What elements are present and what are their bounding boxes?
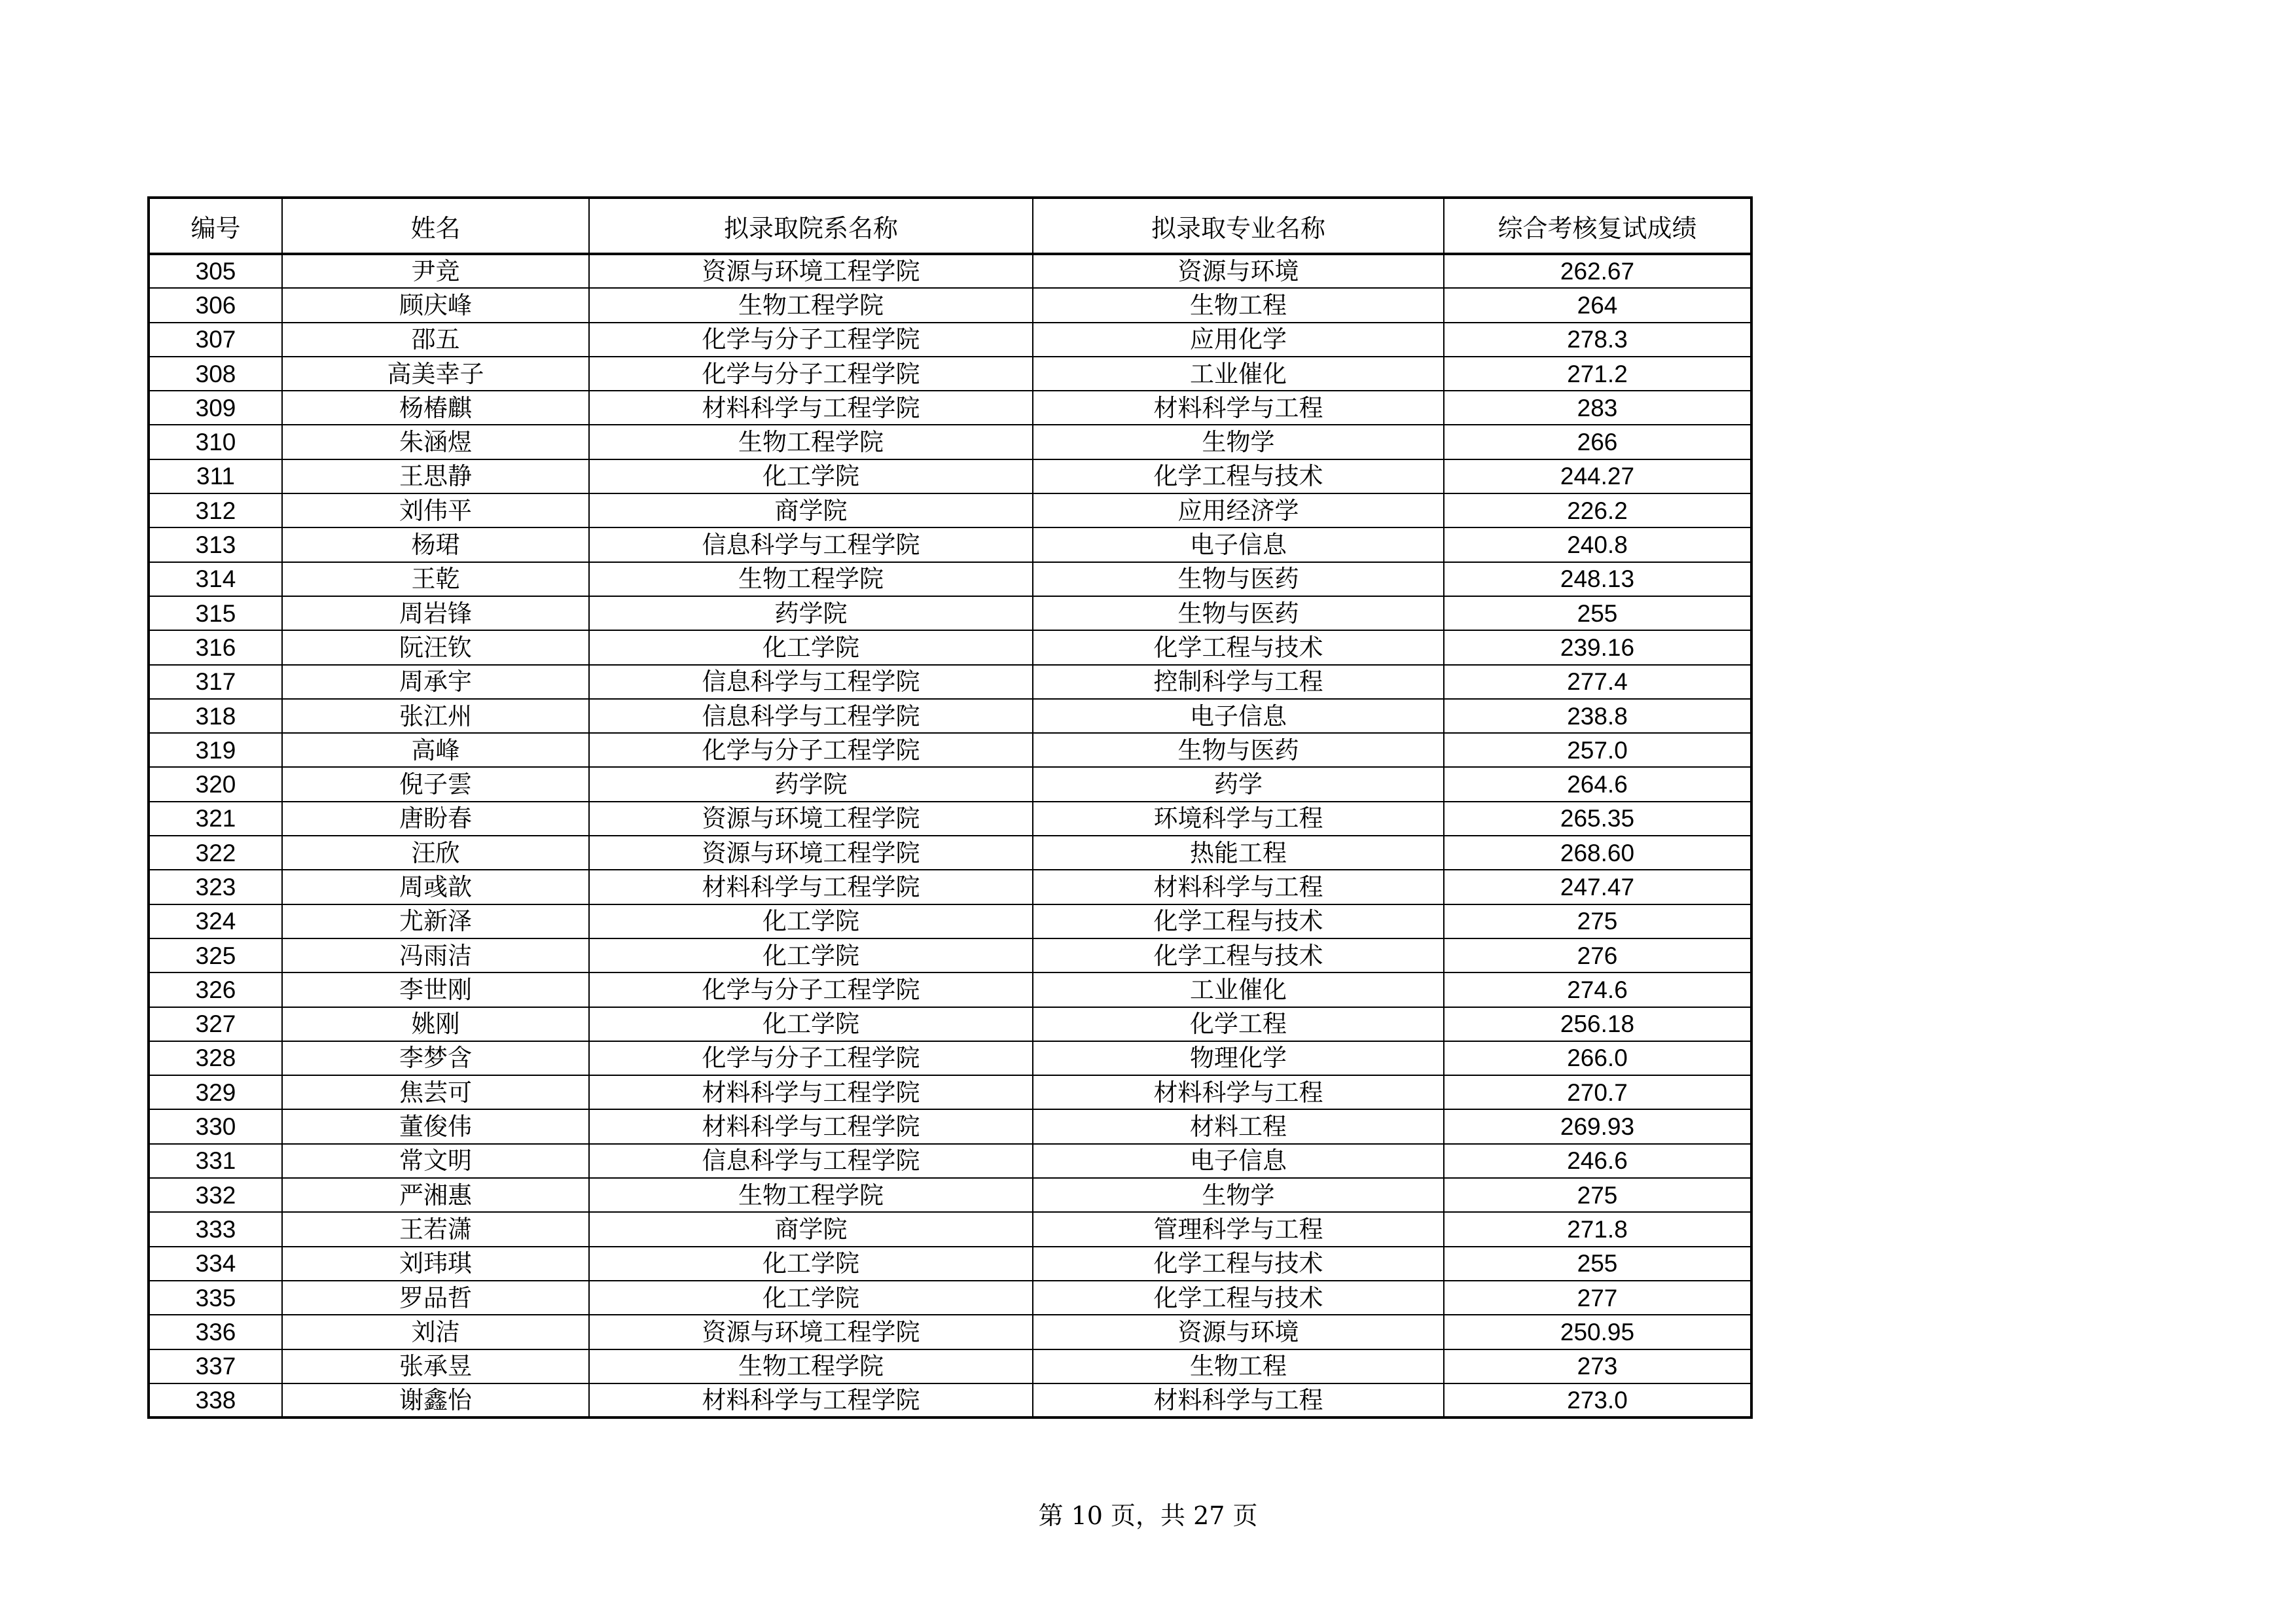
table-row (149, 767, 1751, 801)
table-row (149, 357, 1751, 391)
cell-id: 312 (149, 493, 282, 527)
cell-department: 化工学院 (589, 459, 1033, 493)
cell-name: 常文明 (282, 1144, 589, 1178)
table-row (149, 254, 1751, 288)
cell-score: 269.93 (1444, 1109, 1751, 1143)
cell-name: 张江州 (282, 699, 589, 733)
cell-name: 王乾 (282, 562, 589, 596)
cell-score: 244.27 (1444, 459, 1751, 493)
cell-id: 314 (149, 562, 282, 596)
cell-id: 310 (149, 425, 282, 459)
cell-score: 226.2 (1444, 493, 1751, 527)
table-row (149, 323, 1751, 357)
table-row (149, 802, 1751, 836)
cell-department: 化工学院 (589, 904, 1033, 938)
cell-major: 化学工程与技术 (1033, 459, 1444, 493)
cell-score: 278.3 (1444, 323, 1751, 357)
cell-major: 材料科学与工程 (1033, 391, 1444, 425)
admission-table (147, 196, 1753, 1419)
header-score: 综合考核复试成绩 (1444, 198, 1751, 254)
cell-id: 327 (149, 1007, 282, 1041)
cell-major: 生物与医药 (1033, 733, 1444, 767)
cell-department: 化学与分子工程学院 (589, 1041, 1033, 1075)
cell-name: 周彧歆 (282, 870, 589, 904)
cell-score: 275 (1444, 1178, 1751, 1212)
cell-score: 277 (1444, 1281, 1751, 1315)
cell-name: 周承宇 (282, 665, 589, 699)
table-row (149, 1349, 1751, 1383)
cell-department: 资源与环境工程学院 (589, 254, 1033, 288)
cell-department: 信息科学与工程学院 (589, 665, 1033, 699)
cell-id: 309 (149, 391, 282, 425)
cell-name: 王思静 (282, 459, 589, 493)
cell-score: 273.0 (1444, 1383, 1751, 1418)
table-row (149, 904, 1751, 938)
cell-department: 材料科学与工程学院 (589, 1383, 1033, 1418)
cell-id: 319 (149, 733, 282, 767)
cell-id: 335 (149, 1281, 282, 1315)
cell-score: 277.4 (1444, 665, 1751, 699)
cell-id: 316 (149, 630, 282, 664)
cell-major: 材料科学与工程 (1033, 870, 1444, 904)
table-row (149, 1281, 1751, 1315)
table-row (149, 1315, 1751, 1349)
cell-major: 材料工程 (1033, 1109, 1444, 1143)
cell-major: 生物与医药 (1033, 596, 1444, 630)
cell-id: 330 (149, 1109, 282, 1143)
table-row (149, 665, 1751, 699)
cell-department: 化学与分子工程学院 (589, 733, 1033, 767)
cell-department: 资源与环境工程学院 (589, 836, 1033, 870)
cell-name: 刘伟平 (282, 493, 589, 527)
cell-department: 化学与分子工程学院 (589, 972, 1033, 1007)
cell-department: 化工学院 (589, 938, 1033, 972)
cell-major: 化学工程与技术 (1033, 630, 1444, 664)
cell-department: 化工学院 (589, 630, 1033, 664)
cell-id: 333 (149, 1212, 282, 1246)
cell-score: 250.95 (1444, 1315, 1751, 1349)
cell-id: 338 (149, 1383, 282, 1418)
cell-major: 化学工程 (1033, 1007, 1444, 1041)
cell-department: 商学院 (589, 493, 1033, 527)
table-row (149, 391, 1751, 425)
cell-score: 257.0 (1444, 733, 1751, 767)
cell-department: 化学与分子工程学院 (589, 357, 1033, 391)
cell-name: 高美幸子 (282, 357, 589, 391)
cell-name: 顾庆峰 (282, 288, 589, 322)
table-row (149, 938, 1751, 972)
table-row (149, 1247, 1751, 1281)
cell-major: 生物学 (1033, 1178, 1444, 1212)
cell-major: 化学工程与技术 (1033, 1247, 1444, 1281)
table-row (149, 733, 1751, 767)
table-header-row (149, 198, 1751, 254)
cell-name: 李世刚 (282, 972, 589, 1007)
cell-id: 329 (149, 1075, 282, 1109)
cell-id: 326 (149, 972, 282, 1007)
table-row (149, 699, 1751, 733)
cell-name: 刘洁 (282, 1315, 589, 1349)
cell-department: 化工学院 (589, 1281, 1033, 1315)
cell-name: 周岩锋 (282, 596, 589, 630)
cell-name: 尹竞 (282, 254, 589, 288)
table-row (149, 972, 1751, 1007)
header-major: 拟录取专业名称 (1033, 198, 1444, 254)
cell-score: 275 (1444, 904, 1751, 938)
cell-score: 238.8 (1444, 699, 1751, 733)
table-row (149, 1041, 1751, 1075)
cell-id: 308 (149, 357, 282, 391)
cell-id: 332 (149, 1178, 282, 1212)
table-row (149, 630, 1751, 664)
cell-name: 李梦含 (282, 1041, 589, 1075)
cell-department: 生物工程学院 (589, 562, 1033, 596)
cell-major: 电子信息 (1033, 699, 1444, 733)
cell-department: 化工学院 (589, 1247, 1033, 1281)
cell-score: 246.6 (1444, 1144, 1751, 1178)
table-row (149, 1383, 1751, 1418)
cell-department: 药学院 (589, 767, 1033, 801)
cell-id: 331 (149, 1144, 282, 1178)
cell-id: 334 (149, 1247, 282, 1281)
cell-major: 工业催化 (1033, 972, 1444, 1007)
cell-score: 264 (1444, 288, 1751, 322)
cell-department: 生物工程学院 (589, 425, 1033, 459)
cell-score: 265.35 (1444, 802, 1751, 836)
cell-major: 控制科学与工程 (1033, 665, 1444, 699)
cell-score: 255 (1444, 596, 1751, 630)
cell-department: 化学与分子工程学院 (589, 323, 1033, 357)
cell-id: 305 (149, 254, 282, 288)
cell-name: 尤新泽 (282, 904, 589, 938)
cell-major: 应用经济学 (1033, 493, 1444, 527)
cell-score: 239.16 (1444, 630, 1751, 664)
cell-score: 262.67 (1444, 254, 1751, 288)
cell-id: 311 (149, 459, 282, 493)
cell-name: 冯雨洁 (282, 938, 589, 972)
cell-name: 高峰 (282, 733, 589, 767)
cell-major: 电子信息 (1033, 527, 1444, 562)
cell-name: 唐盼春 (282, 802, 589, 836)
cell-id: 325 (149, 938, 282, 972)
table-row (149, 425, 1751, 459)
cell-major: 环境科学与工程 (1033, 802, 1444, 836)
cell-department: 信息科学与工程学院 (589, 699, 1033, 733)
table-row (149, 1075, 1751, 1109)
cell-name: 董俊伟 (282, 1109, 589, 1143)
table-row (149, 836, 1751, 870)
cell-department: 材料科学与工程学院 (589, 870, 1033, 904)
cell-major: 化学工程与技术 (1033, 1281, 1444, 1315)
cell-department: 商学院 (589, 1212, 1033, 1246)
header-id: 编号 (149, 198, 282, 254)
table-row (149, 596, 1751, 630)
cell-department: 生物工程学院 (589, 288, 1033, 322)
cell-name: 张承昱 (282, 1349, 589, 1383)
page-number: 第 10 页，共 27 页 (1038, 1501, 1258, 1530)
cell-score: 240.8 (1444, 527, 1751, 562)
cell-score: 255 (1444, 1247, 1751, 1281)
table-row (149, 1144, 1751, 1178)
cell-score: 266 (1444, 425, 1751, 459)
cell-id: 307 (149, 323, 282, 357)
cell-name: 汪欣 (282, 836, 589, 870)
cell-major: 资源与环境 (1033, 254, 1444, 288)
cell-major: 热能工程 (1033, 836, 1444, 870)
cell-name: 朱涵煜 (282, 425, 589, 459)
cell-name: 王若潇 (282, 1212, 589, 1246)
cell-id: 324 (149, 904, 282, 938)
cell-id: 328 (149, 1041, 282, 1075)
cell-score: 256.18 (1444, 1007, 1751, 1041)
cell-id: 321 (149, 802, 282, 836)
cell-major: 生物学 (1033, 425, 1444, 459)
cell-name: 倪子雲 (282, 767, 589, 801)
cell-major: 化学工程与技术 (1033, 904, 1444, 938)
cell-department: 资源与环境工程学院 (589, 1315, 1033, 1349)
cell-score: 274.6 (1444, 972, 1751, 1007)
table-row (149, 288, 1751, 322)
cell-major: 生物工程 (1033, 1349, 1444, 1383)
cell-department: 生物工程学院 (589, 1349, 1033, 1383)
cell-major: 材料科学与工程 (1033, 1075, 1444, 1109)
cell-major: 管理科学与工程 (1033, 1212, 1444, 1246)
header-department: 拟录取院系名称 (589, 198, 1033, 254)
cell-id: 306 (149, 288, 282, 322)
cell-score: 266.0 (1444, 1041, 1751, 1075)
cell-department: 材料科学与工程学院 (589, 1075, 1033, 1109)
cell-score: 247.47 (1444, 870, 1751, 904)
cell-score: 276 (1444, 938, 1751, 972)
cell-department: 生物工程学院 (589, 1178, 1033, 1212)
cell-id: 323 (149, 870, 282, 904)
table-row (149, 493, 1751, 527)
cell-name: 阮汪钦 (282, 630, 589, 664)
cell-major: 电子信息 (1033, 1144, 1444, 1178)
table-row (149, 870, 1751, 904)
cell-name: 严湘惠 (282, 1178, 589, 1212)
cell-name: 姚刚 (282, 1007, 589, 1041)
cell-name: 刘玮琪 (282, 1247, 589, 1281)
cell-id: 336 (149, 1315, 282, 1349)
cell-id: 315 (149, 596, 282, 630)
cell-id: 317 (149, 665, 282, 699)
cell-id: 322 (149, 836, 282, 870)
cell-department: 资源与环境工程学院 (589, 802, 1033, 836)
table-row (149, 1212, 1751, 1246)
cell-score: 248.13 (1444, 562, 1751, 596)
cell-id: 318 (149, 699, 282, 733)
table-row (149, 527, 1751, 562)
cell-major: 材料科学与工程 (1033, 1383, 1444, 1418)
cell-name: 邵五 (282, 323, 589, 357)
cell-name: 杨珺 (282, 527, 589, 562)
table-row (149, 562, 1751, 596)
table-body (149, 254, 1751, 1418)
cell-id: 337 (149, 1349, 282, 1383)
table-row (149, 1178, 1751, 1212)
cell-major: 物理化学 (1033, 1041, 1444, 1075)
cell-score: 271.8 (1444, 1212, 1751, 1246)
table-row (149, 459, 1751, 493)
cell-score: 283 (1444, 391, 1751, 425)
cell-name: 罗品哲 (282, 1281, 589, 1315)
table-row (149, 1109, 1751, 1143)
cell-name: 杨椿麒 (282, 391, 589, 425)
cell-score: 264.6 (1444, 767, 1751, 801)
cell-department: 化工学院 (589, 1007, 1033, 1041)
cell-name: 焦芸可 (282, 1075, 589, 1109)
cell-score: 271.2 (1444, 357, 1751, 391)
cell-department: 材料科学与工程学院 (589, 1109, 1033, 1143)
cell-major: 药学 (1033, 767, 1444, 801)
cell-id: 313 (149, 527, 282, 562)
header-name: 姓名 (282, 198, 589, 254)
cell-name: 谢鑫怡 (282, 1383, 589, 1418)
table-row (149, 1007, 1751, 1041)
cell-score: 270.7 (1444, 1075, 1751, 1109)
cell-score: 268.60 (1444, 836, 1751, 870)
cell-department: 信息科学与工程学院 (589, 1144, 1033, 1178)
cell-major: 工业催化 (1033, 357, 1444, 391)
cell-id: 320 (149, 767, 282, 801)
cell-score: 273 (1444, 1349, 1751, 1383)
cell-department: 信息科学与工程学院 (589, 527, 1033, 562)
cell-department: 材料科学与工程学院 (589, 391, 1033, 425)
cell-major: 生物工程 (1033, 288, 1444, 322)
cell-major: 应用化学 (1033, 323, 1444, 357)
cell-major: 资源与环境 (1033, 1315, 1444, 1349)
cell-department: 药学院 (589, 596, 1033, 630)
cell-major: 化学工程与技术 (1033, 938, 1444, 972)
cell-major: 生物与医药 (1033, 562, 1444, 596)
